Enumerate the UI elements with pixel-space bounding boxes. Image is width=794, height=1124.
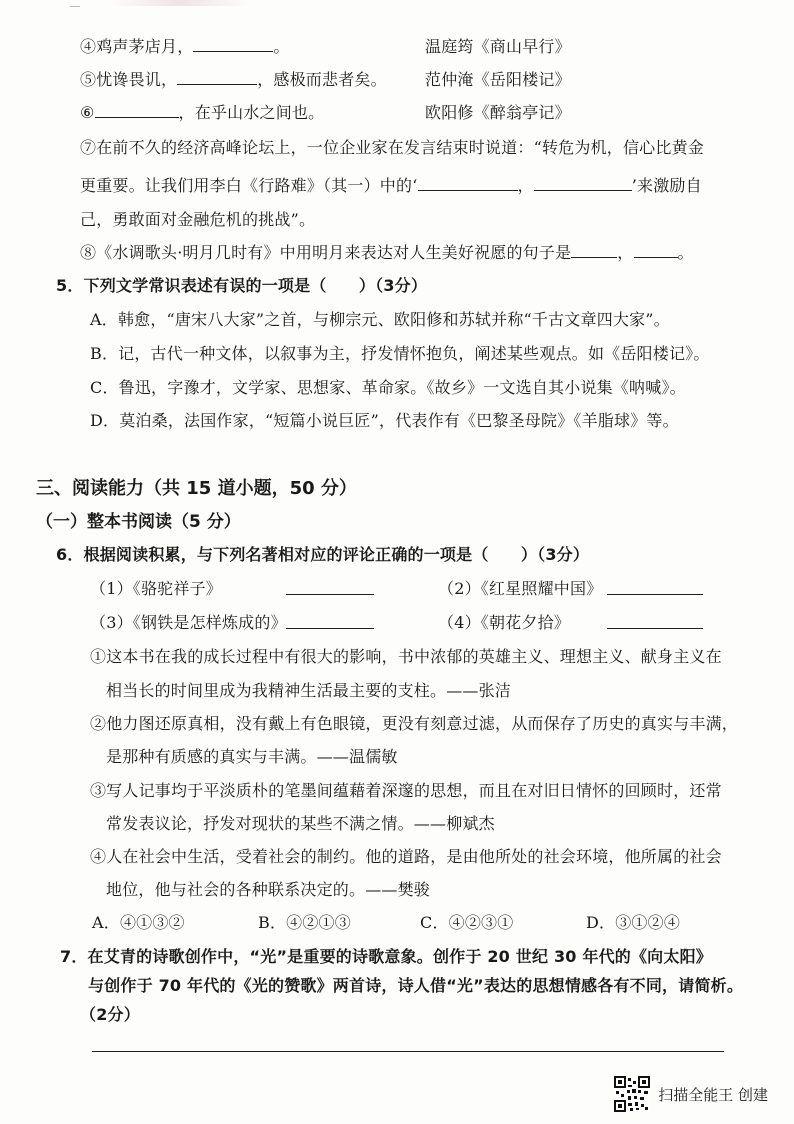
question-6-choice-c[interactable]: C．④②③① [420, 913, 514, 932]
question-5-option-a[interactable]: A．韩愈，“唐宋八大家”之首，与柳宗元、欧阳修和苏轼并称“千古文章四大家”。 [90, 310, 670, 329]
scan-edge-mark [70, 0, 80, 7]
item-end: 。 [677, 243, 694, 262]
fill-item-7-line1: ⑦在前不久的经济高峰论坛上，一位企业家在发言结束时说道：“转危为机，信心比黄金 [80, 138, 704, 157]
answer-blank[interactable] [571, 243, 617, 258]
question-6-book-3 [90, 613, 287, 633]
question-6-comment-2-line1: ②他力图还原真相，没有戴上有色眼镜，更没有刻意过滤，从而保存了历史的真实与丰满， [90, 714, 739, 733]
scanner-watermark [614, 1076, 768, 1112]
item-text: ⑤忧谗畏讥， [80, 70, 178, 89]
fill-item-7-line2 [80, 176, 702, 196]
question-6-comment-1-line2: 相当长的时间里成为我精神生活最主要的支柱。——张洁 [106, 681, 512, 700]
question-6-comment-4-line2: 地位，他与社会的各种联系决定的。——樊骏 [106, 880, 431, 899]
section-3-title: 三、阅读能力（共 15 道小题，50 分） [36, 478, 357, 499]
answer-blank[interactable] [418, 176, 518, 191]
fill-item-6-source: 欧阳修《醉翁亭记》 [425, 103, 571, 122]
question-5-stem: 5．下列文学常识表述有误的一项是（ ）（3分） [56, 276, 428, 295]
question-6-book-1 [90, 579, 222, 599]
answer-blank[interactable] [286, 594, 374, 595]
question-6-comment-1-line1: ①这本书在我的成长过程中有很大的影响，书中浓郁的英雄主义、理想主义、献身主义在 [90, 647, 722, 666]
answer-blank[interactable] [607, 594, 703, 595]
answer-line[interactable] [92, 1051, 724, 1052]
fill-item-8 [80, 243, 694, 263]
fill-item-4-source: 温庭筠《商山早行》 [425, 37, 571, 56]
question-7-line1: 7．在艾青的诗歌创作中，“光”是重要的诗歌意象。创作于 20 世纪 30 年代的《向太阳》 [60, 947, 712, 966]
question-6-book-4 [438, 613, 570, 633]
question-7-line2: 与创作于 70 年代的《光的赞歌》两首诗，诗人借“光”表达的思想情感各有不同，请简析。 [88, 976, 744, 995]
question-6-comment-3-line1: ③写人记事均于平淡质朴的笔墨间蕴藉着深邃的思想，而且在对旧日情怀的回顾时，还常 [90, 781, 722, 800]
item-end: ’来激励自 [631, 176, 702, 195]
question-5-option-c[interactable]: C．鲁迅，字豫才，文学家、思想家、革命家。《故乡》一文选自其小说集《呐喊》。 [90, 378, 686, 397]
watermark-text: 扫描全能王 创建 [658, 1085, 768, 1104]
book-title: （2）《红星照耀中国》 [438, 579, 603, 598]
answer-blank[interactable] [607, 628, 703, 629]
answer-blank[interactable] [534, 176, 632, 191]
question-6-comment-3-line2: 常发表议论，抒发对现状的某些不满之情。——柳斌杰 [106, 814, 495, 833]
qr-code-icon [614, 1076, 650, 1112]
fill-item-5 [80, 70, 387, 90]
book-title: （3）《钢铁是怎样炼成的》 [90, 613, 287, 632]
book-title: （4）《朝花夕拾》 [438, 613, 570, 632]
fill-item-6 [80, 103, 324, 123]
question-5-option-d[interactable]: D．莫泊桑，法国作家，“短篇小说巨匠”，代表作有《巴黎圣母院》《羊脂球》等。 [90, 411, 679, 430]
question-6-book-2 [438, 579, 602, 599]
book-title: （1）《骆驼祥子》 [90, 579, 222, 598]
answer-blank[interactable] [177, 70, 257, 85]
question-6-stem: 6．根据阅读积累，与下列名著相对应的评论正确的一项是（ ）（3分） [56, 545, 590, 564]
answer-blank[interactable] [95, 103, 179, 118]
question-7-line3: （2分） [80, 1005, 140, 1024]
item-sep: ， [517, 176, 534, 195]
question-5-option-b[interactable]: B．记，古代一种文体，以叙事为主，抒发情怀抱负，阐述某些观点。如《岳阳楼记》。 [90, 344, 710, 363]
answer-blank[interactable] [634, 243, 678, 258]
item-text: 更重要。让我们用李白《行路难》（其一）中的‘ [80, 176, 418, 195]
fill-item-7-line3: 己，勇敢面对金融危机的挑战”。 [80, 210, 316, 229]
item-text: ④鸡声茅店月， [80, 37, 194, 56]
answer-blank[interactable] [193, 37, 273, 52]
item-end: ，在乎山水之间也。 [178, 103, 325, 122]
item-text: ⑧《水调歌头·明月几时有》中用明月来表达对人生美好祝愿的句子是 [80, 243, 572, 262]
question-6-choice-d[interactable]: D．③①②④ [586, 913, 681, 932]
item-end: ，感极而悲者矣。 [257, 70, 387, 89]
answer-blank[interactable] [286, 628, 374, 629]
fill-item-4 [80, 37, 290, 57]
item-text: ⑥ [80, 103, 95, 122]
question-6-choice-b[interactable]: B．④②①③ [258, 913, 351, 932]
question-6-comment-4-line1: ④人在社会中生活，受着社会的制约。他的道路，是由他所处的社会环境，他所属的社会 [90, 847, 722, 866]
fill-item-5-source: 范仲淹《岳阳楼记》 [425, 70, 571, 89]
item-end: 。 [273, 37, 290, 56]
section-3-part-1-title: （一）整本书阅读（5 分） [36, 512, 241, 532]
item-sep: ， [617, 243, 634, 262]
scan-smudge [110, 0, 250, 6]
question-6-comment-2-line2: 是那种有质感的真实与丰满。——温儒敏 [106, 747, 398, 766]
question-6-choice-a[interactable]: A．④①③② [92, 913, 185, 932]
